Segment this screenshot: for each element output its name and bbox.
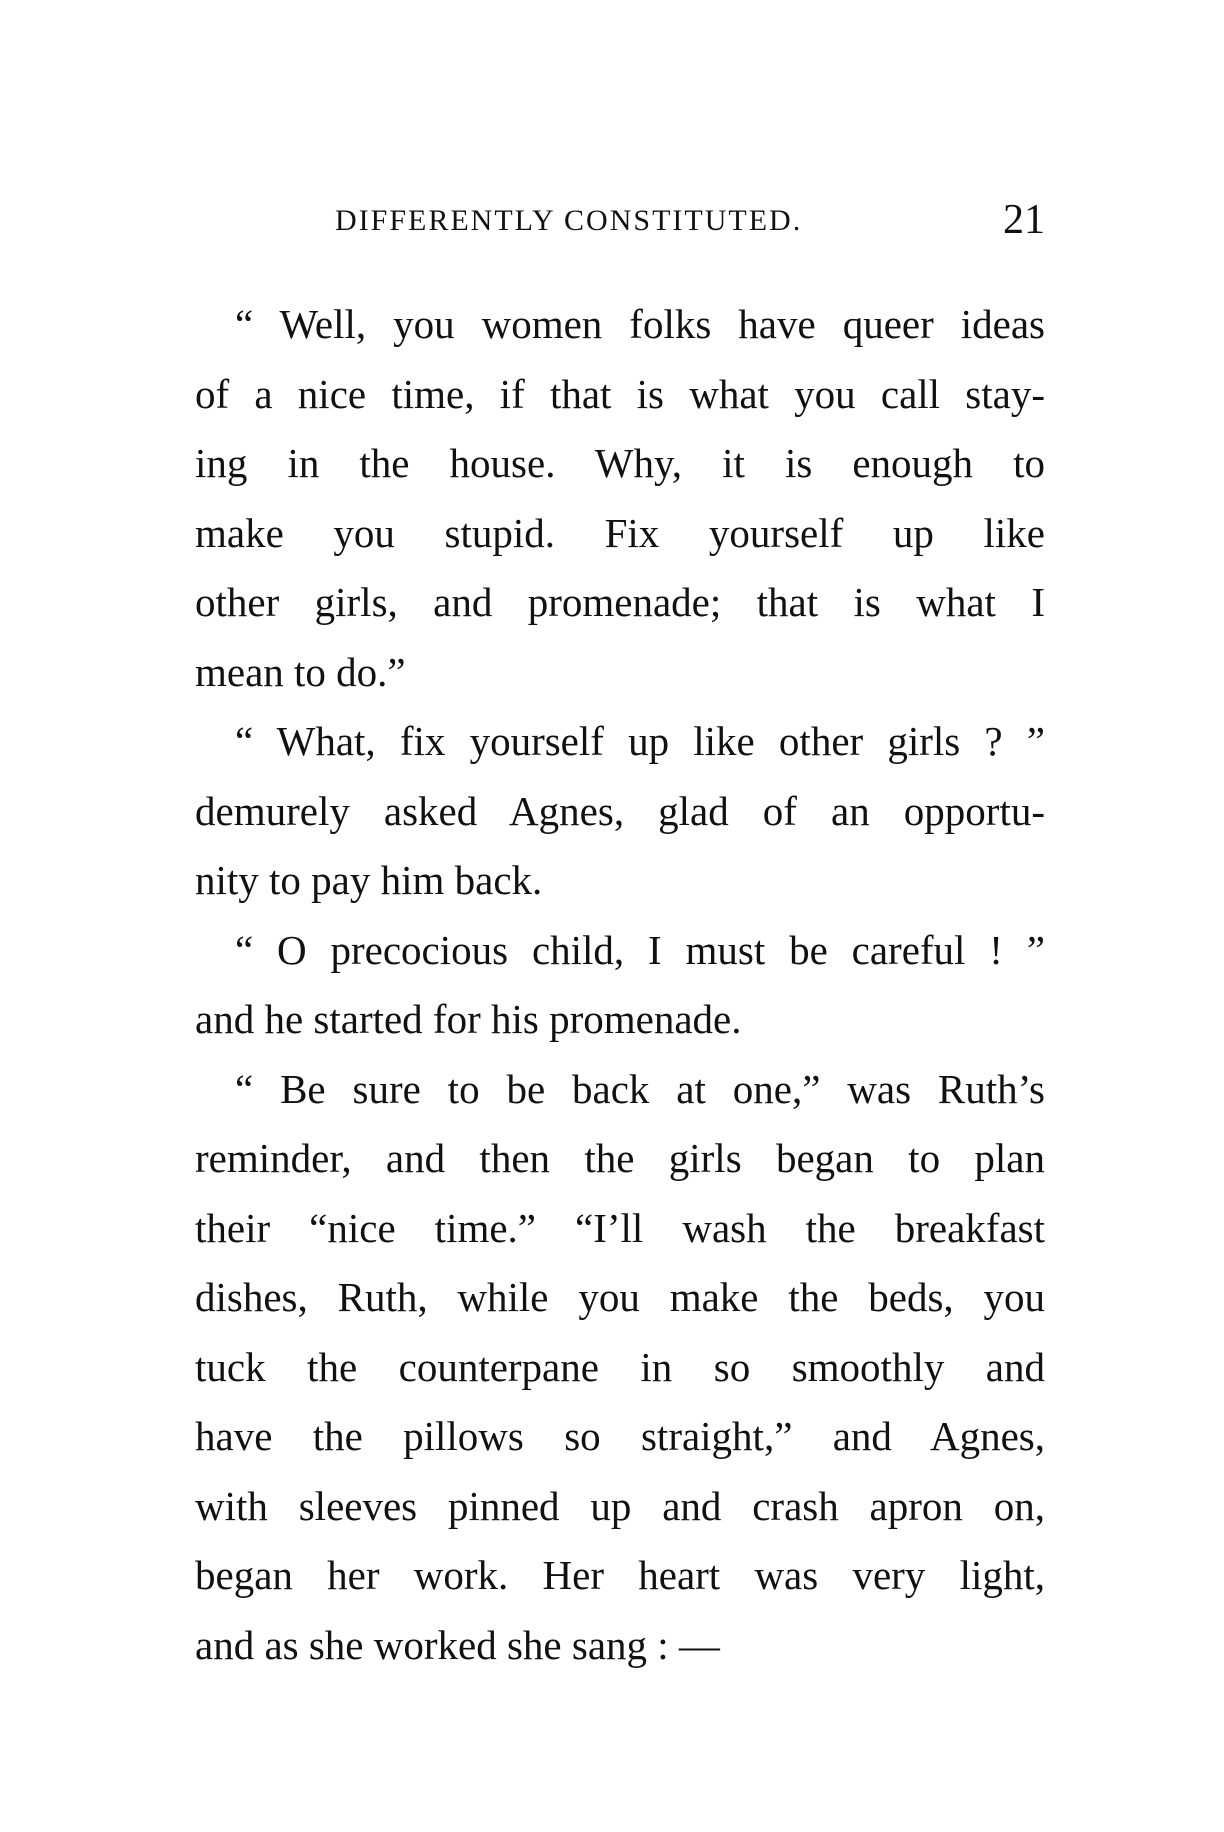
running-head <box>195 196 1045 246</box>
text-line: “ Well, you women folks have queer ideas <box>235 301 1045 347</box>
text-line: and he started for his promenade. <box>195 996 742 1042</box>
text-line: “ Be sure to be back at one,” was Ruth’s <box>235 1065 1045 1112</box>
text-line: demurely asked Agnes, glad of an opportu- <box>195 787 1045 834</box>
text-line: with sleeves pinned up and crash apron on, <box>195 1482 1045 1529</box>
text-line: their “nice time.” “I’ll wash the breakfast <box>195 1204 1045 1251</box>
text-line: have the pillows so straight,” and Agnes, <box>195 1413 1045 1459</box>
text-line: dishes, Ruth, while you make the beds, you <box>195 1274 1045 1320</box>
text-line: “ O precocious child, I must be careful ! ” <box>235 926 1045 973</box>
text-line: ing in the house. Why, it is enough to <box>195 440 1045 486</box>
text-line: mean to do.” <box>195 648 406 695</box>
text-line: reminder, and then the girls began to plan <box>195 1135 1045 1181</box>
running-title: DIFFERENTLY CONSTITUTED. <box>335 204 803 237</box>
text-line: and as she worked she sang : — <box>195 1621 720 1668</box>
text-line: “ What, fix yourself up like other girls ? ” <box>235 718 1045 764</box>
text-line: make you stupid. Fix yourself up like <box>195 509 1045 556</box>
page-number: 21 <box>1003 197 1045 243</box>
text-line: other girls, and promenade; that is what I <box>195 579 1045 625</box>
text-line: began her work. Her heart was very light, <box>195 1552 1045 1598</box>
text-line: of a nice time, if that is what you call stay- <box>195 370 1045 417</box>
body-text <box>195 290 1045 1680</box>
text-line: tuck the counterpane in so smoothly and <box>195 1343 1045 1390</box>
text-line: nity to pay him back. <box>195 857 543 903</box>
